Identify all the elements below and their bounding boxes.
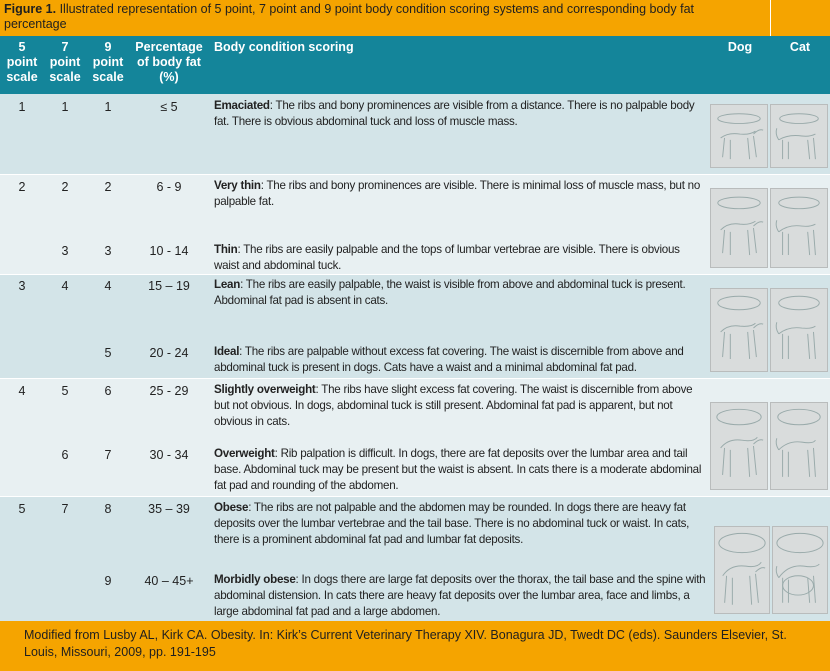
header-5-point-scale: 5 point scale bbox=[6, 40, 38, 84]
cell-7-point: 3 bbox=[61, 244, 69, 258]
cell-7-point: 7 bbox=[61, 502, 69, 516]
caption-text: Illustrated representation of 5 point, 7 point and 9 point body condition scoring systems and corresponding body fat percentage bbox=[4, 2, 695, 31]
cell-description bbox=[214, 500, 706, 548]
dog-illustration bbox=[710, 104, 768, 168]
footer-citation: Modified from Lusby AL, Kirk CA. Obesity. In: Kirk’s Current Veterinary Therapy XIV. Bonagura JD, Twedt DC (eds). Saunders Elsevier, St. Louis, Missouri, 2009, pp. 191-195 bbox=[0, 621, 830, 671]
description-text: : In dogs there are large fat deposits over the thorax, the tail base and the spine with abdominal distension. In cats there are heavy fat deposits over the lumbar area, face and limbs, a large abdominal fat pad and a large abdomen. bbox=[214, 573, 706, 618]
cell-description bbox=[214, 382, 706, 430]
table-header bbox=[0, 36, 830, 94]
cell-9-point: 6 bbox=[104, 384, 112, 398]
cat-illustration bbox=[770, 188, 828, 268]
description-text: : The ribs are palpable without excess fat covering. The waist is discernible from above and abdominal tuck is present in dogs. Cats have a waist and a minimal abdominal fat pad. bbox=[214, 345, 684, 374]
term: Overweight bbox=[214, 447, 275, 460]
cell-7-point: 5 bbox=[61, 384, 69, 398]
cell-9-point: 1 bbox=[104, 100, 112, 114]
description-text: : The ribs and bony prominences are visible from a distance. There is no palpable body fat. There is obvious abdominal tuck and loss of muscle mass. bbox=[214, 99, 695, 128]
cell-7-point: 2 bbox=[61, 180, 69, 194]
cell-body-fat: 35 – 39 bbox=[148, 502, 190, 516]
cell-9-point: 4 bbox=[104, 279, 112, 293]
cell-7-point: 1 bbox=[61, 100, 69, 114]
header-percentage-body-fat: Percentage of body fat (%) bbox=[135, 40, 203, 84]
term: Obese bbox=[214, 501, 249, 514]
cell-9-point: 5 bbox=[104, 346, 112, 360]
cell-description bbox=[214, 98, 706, 130]
cell-body-fat: 25 - 29 bbox=[149, 384, 189, 398]
cell-description bbox=[214, 178, 706, 210]
cell-description bbox=[214, 344, 706, 376]
term: Morbidly obese bbox=[214, 573, 296, 586]
term: Thin bbox=[214, 243, 238, 256]
cell-body-fat: 15 – 19 bbox=[148, 279, 190, 293]
description-text: : The ribs are easily palpable and the tops of lumbar vertebrae are visible. There is obvious waist and abdominal tuck. bbox=[214, 243, 680, 272]
description-text: : The ribs and bony prominences are visible. There is minimal loss of muscle mass, but no palpable fat. bbox=[214, 179, 701, 208]
cell-description bbox=[214, 572, 706, 620]
caption-label: Figure 1. bbox=[4, 2, 57, 16]
cat-illustration bbox=[772, 526, 828, 614]
header-body-condition-scoring: Body condition scoring bbox=[214, 40, 354, 54]
description-text: : The ribs are not palpable and the abdomen may be rounded. In dogs there are heavy fat deposits over the lumbar vertebrae and the tail base. There is no abdominal tuck or waist. In cats, there is a prominent abdominal fat pad and lumbar fat deposits. bbox=[214, 501, 690, 546]
cell-description bbox=[214, 242, 706, 274]
cell-description bbox=[214, 277, 706, 309]
caption-right-block bbox=[726, 0, 830, 36]
description-text: : The ribs have slight excess fat covering. The waist is discernible from above but not obvious. In dogs, abdominal tuck is still present. Abdominal fat pad is apparent, but not obvious in cats. bbox=[214, 383, 693, 428]
dog-illustration bbox=[710, 188, 768, 268]
cell-description bbox=[214, 446, 706, 494]
cell-body-fat: 6 - 9 bbox=[156, 180, 182, 194]
header-cat: Cat bbox=[789, 40, 811, 54]
cell-9-point: 9 bbox=[104, 574, 112, 588]
cell-7-point: 6 bbox=[61, 448, 69, 462]
cell-body-fat: 30 - 34 bbox=[149, 448, 189, 462]
description-text: : The ribs are easily palpable, the waist is visible from above and abdominal tuck is present. Abdominal fat pad is absent in cats. bbox=[214, 278, 686, 307]
cell-5-point: 2 bbox=[18, 180, 26, 194]
cat-illustration bbox=[770, 288, 828, 372]
cell-5-point: 4 bbox=[18, 384, 26, 398]
cell-body-fat: 20 - 24 bbox=[149, 346, 189, 360]
cell-9-point: 8 bbox=[104, 502, 112, 516]
figure-caption bbox=[0, 0, 726, 36]
cat-illustration bbox=[770, 104, 828, 168]
cell-body-fat: 40 – 45+ bbox=[144, 574, 194, 588]
cell-9-point: 7 bbox=[104, 448, 112, 462]
dog-illustration bbox=[714, 526, 770, 614]
term: Very thin bbox=[214, 179, 261, 192]
term: Slightly overweight bbox=[214, 383, 316, 396]
cell-body-fat: ≤ 5 bbox=[160, 100, 178, 114]
cell-9-point: 2 bbox=[104, 180, 112, 194]
cat-illustration bbox=[770, 402, 828, 490]
cell-5-point: 3 bbox=[18, 279, 26, 293]
header-9-point-scale: 9 point scale bbox=[92, 40, 124, 84]
dog-illustration bbox=[710, 402, 768, 490]
header-dog: Dog bbox=[727, 40, 753, 54]
header-7-point-scale: 7 point scale bbox=[49, 40, 81, 84]
cell-5-point: 1 bbox=[18, 100, 26, 114]
cell-5-point: 5 bbox=[18, 502, 26, 516]
term: Emaciated bbox=[214, 99, 270, 112]
cell-7-point: 4 bbox=[61, 279, 69, 293]
term: Lean bbox=[214, 278, 241, 291]
cell-body-fat: 10 - 14 bbox=[149, 244, 189, 258]
dog-illustration bbox=[710, 288, 768, 372]
term: Ideal bbox=[214, 345, 240, 358]
cell-9-point: 3 bbox=[104, 244, 112, 258]
description-text: : Rib palpation is difficult. In dogs, there are fat deposits over the lumbar area and tail base. Abdominal tuck may be present but the waist is absent. In cats there is a moderate abdominal fat pad and rounding of the abdomen. bbox=[214, 447, 702, 492]
